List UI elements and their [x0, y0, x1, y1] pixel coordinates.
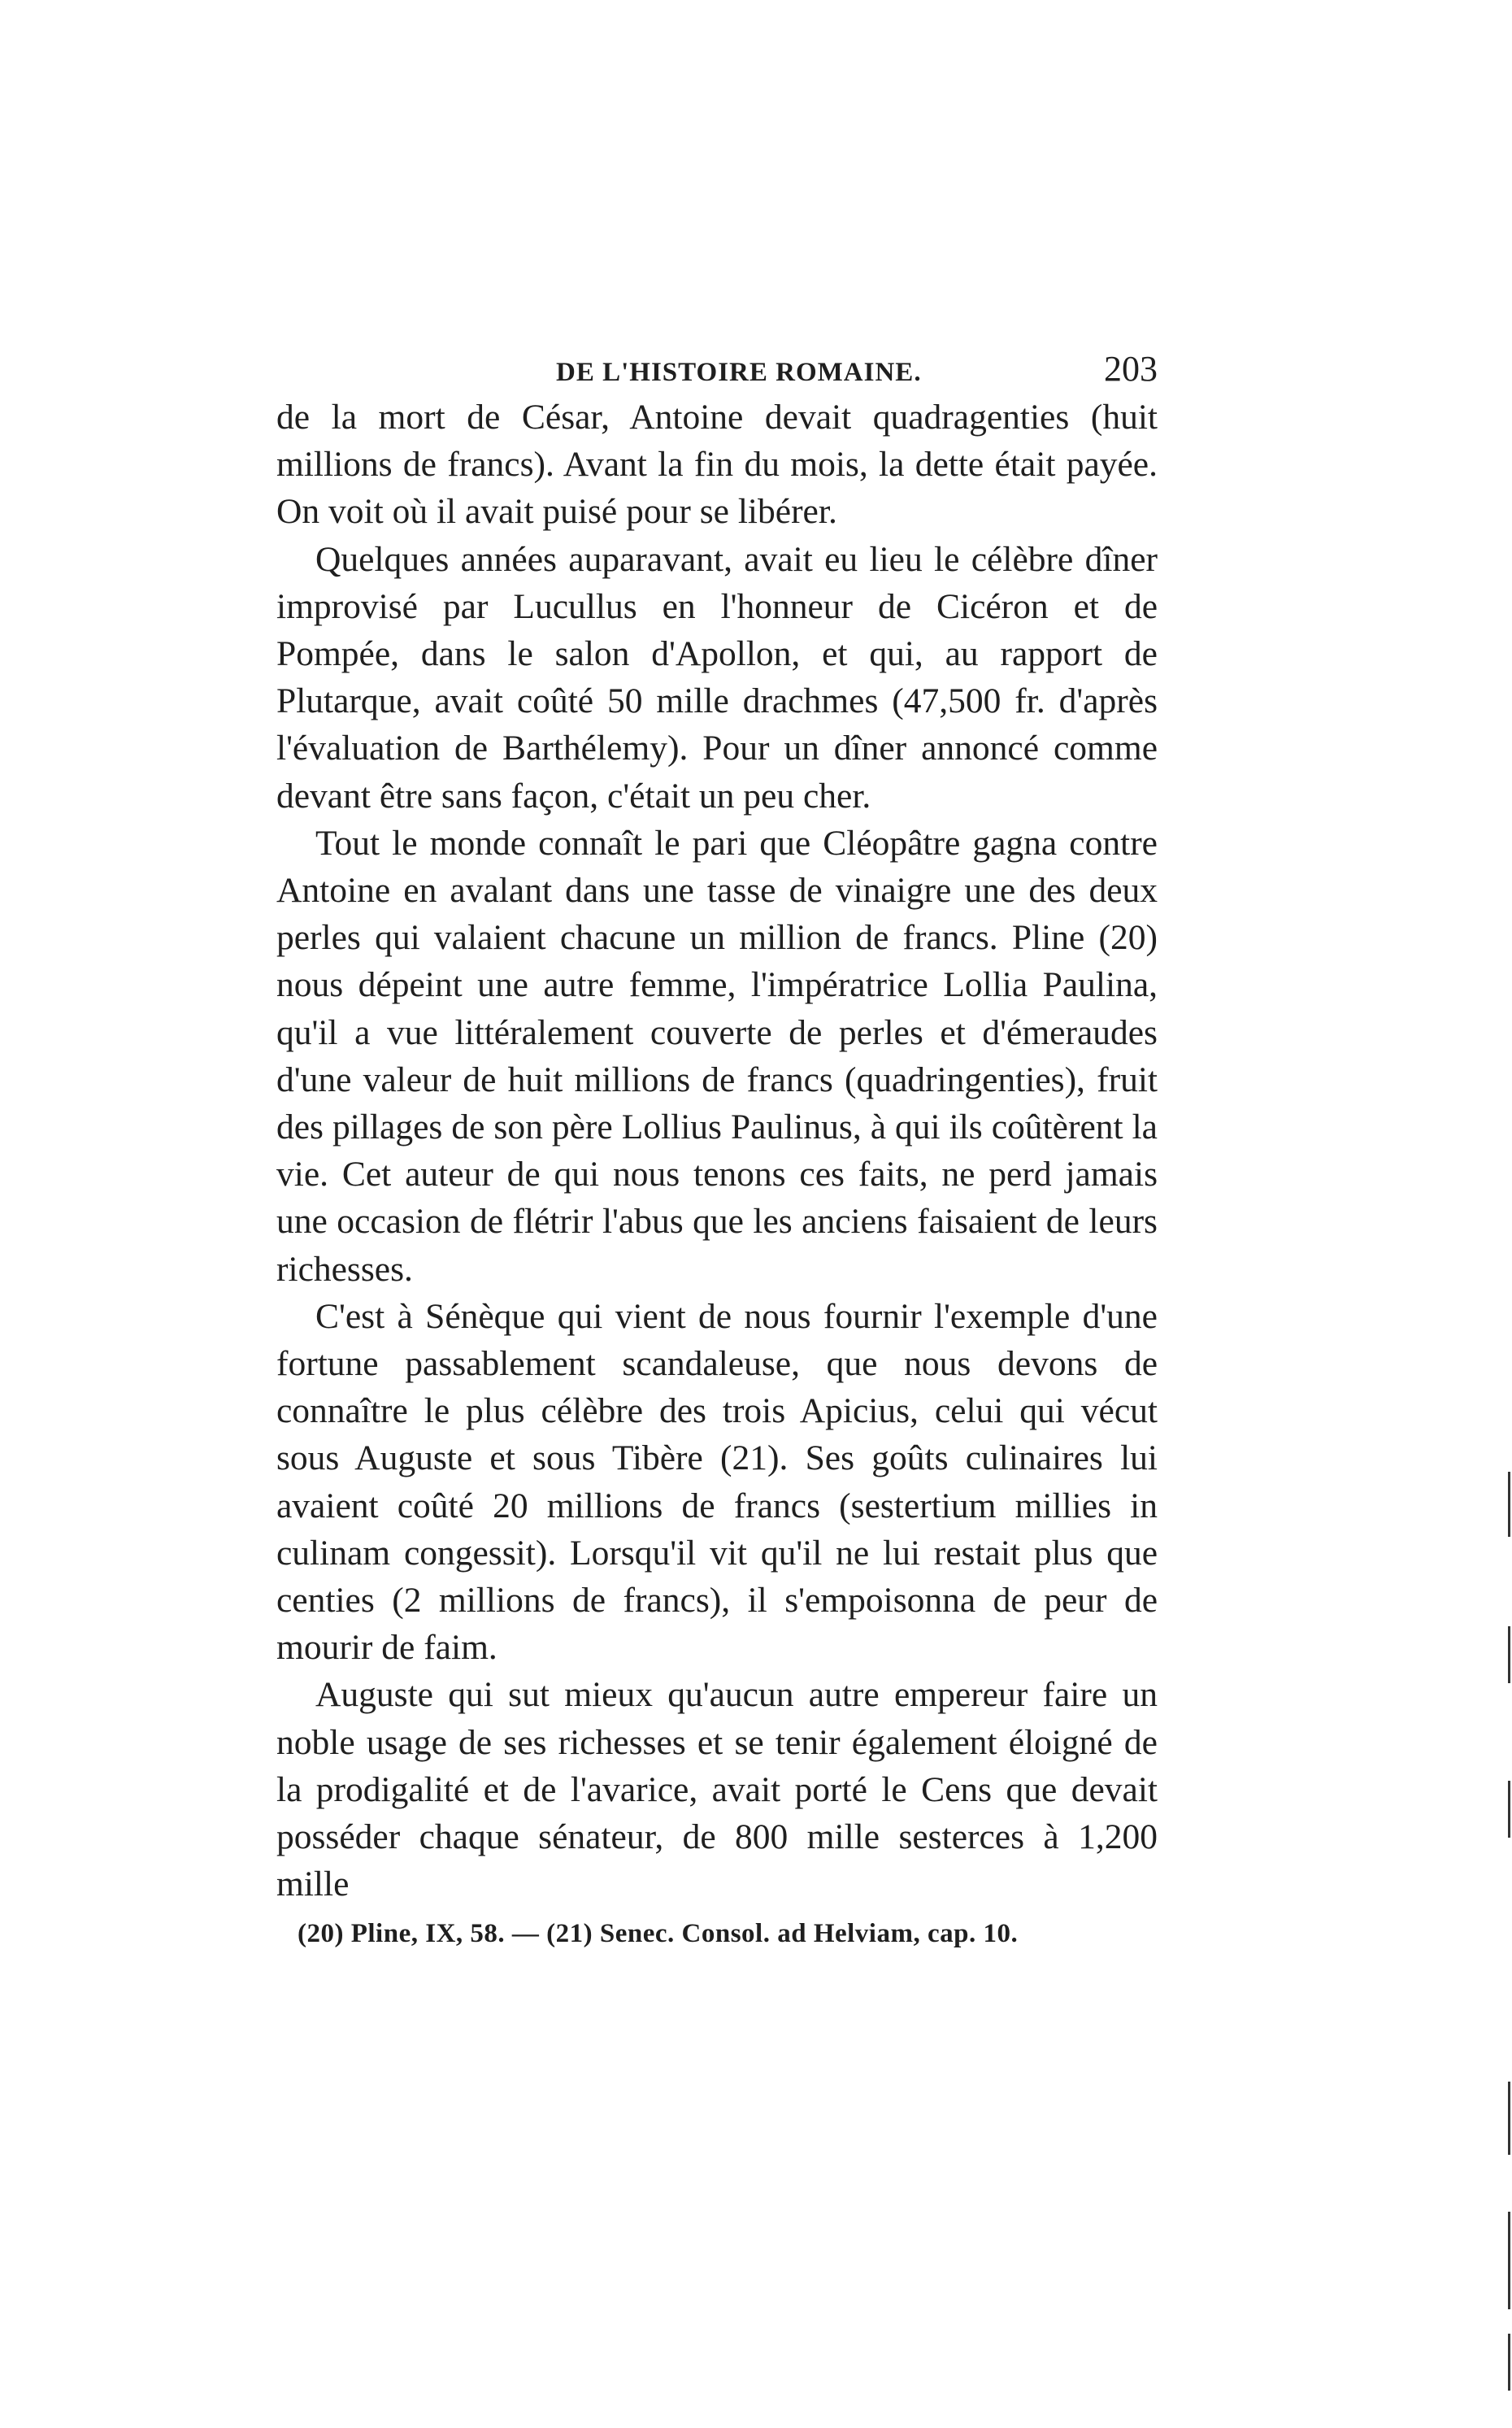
paragraph-4: C'est à Sénèque qui vient de nous fournir l'exemple d'une fortune passablement scandaleuse, que nous devons de connaître le plus célèbre des trois Apicius, celui qui vécut sous Auguste et sous Tibère (21). Ses goûts culinaires lui avaient coûté 20 millions de francs (sestertium millies in culinam congessit). Lorsqu'il vit qu'il ne lui restait plus que centies (2 millions de francs), il s'empoisonna de peur de mourir de faim.	[276, 1296, 1158, 1668]
footnotes: (20) Pline, IX, 58. — (21) Senec. Consol. ad Helviam, cap. 10.	[298, 1919, 1019, 1948]
paragraph-1: de la mort de César, Antoine devait quadragenties (huit millions de francs). Avant la fin du mois, la dette était payée. On voit où il avait puisé pour se libérer.	[276, 398, 1158, 532]
scan-edge-mark	[1508, 1472, 1510, 1537]
scan-edge-mark	[1508, 2082, 1510, 2155]
paragraph-5: Auguste qui sut mieux qu'aucun autre empereur faire un noble usage de ses richesses et se tenir également éloigné de la prodigalité et de l'avarice, avait porté le Cens que devait posséder chaque sénateur, de 800 mille sesterces à 1,200 mille	[276, 1675, 1158, 1904]
body-text	[276, 394, 1158, 1908]
running-title: DE L'HISTOIRE ROMAINE.	[556, 358, 922, 387]
running-head	[280, 348, 1158, 394]
paragraph-3: Tout le monde connaît le pari que Cléopâtre gagna contre Antoine en avalant dans une tasse de vinaigre une des deux perles qui valaient chacune un million de francs. Pline (20) nous dépeint une autre femme, l'impératrice Lollia Paulina, qu'il a vue littéralement couverte de perles et d'émeraudes d'une valeur de huit millions de francs (quadringenties), fruit des pillages de son père Lollius Paulinus, à qui ils coûtèrent la vie. Cet auteur de qui nous tenons ces faits, ne perd jamais une occasion de flétrir l'abus que les anciens faisaient de leurs richesses.	[276, 823, 1158, 1289]
page-number: 203	[1104, 349, 1158, 389]
scan-edge-mark	[1508, 1626, 1510, 1683]
scan-edge-mark	[1508, 2334, 1510, 2391]
paragraph-2: Quelques années auparavant, avait eu lieu le célèbre dîner improvisé par Lucullus en l'honneur de Cicéron et de Pompée, dans le salon d'Apollon, et qui, au rapport de Plutarque, avait coûté 50 mille drachmes (47,500 fr. d'après l'évaluation de Barthélemy). Pour un dîner annoncé comme devant être sans façon, c'était un peu cher.	[276, 539, 1158, 816]
scan-edge-mark	[1508, 1781, 1510, 1838]
scan-edge-mark	[1508, 2212, 1510, 2309]
